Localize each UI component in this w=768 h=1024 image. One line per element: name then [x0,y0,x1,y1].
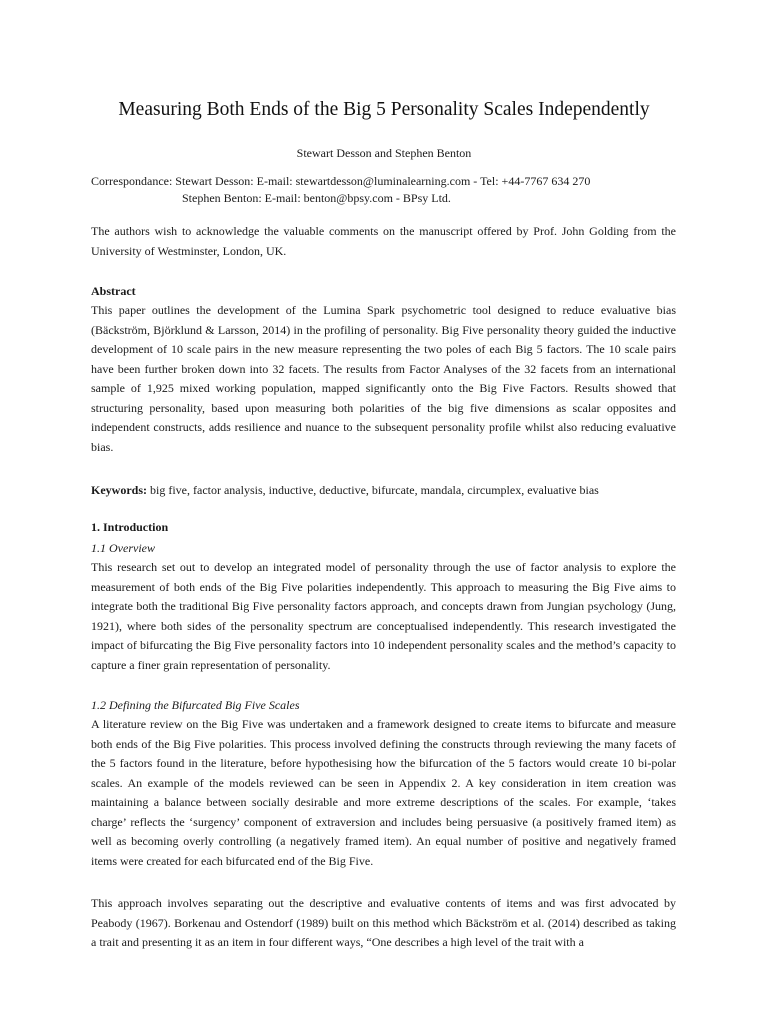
subsection-1-2-heading: 1.2 Defining the Bifurcated Big Five Scales [91,698,300,712]
author-names: Stewart Desson and Stephen Benton [296,146,472,160]
abstract-heading: Abstract [91,284,136,298]
acknowledgement-paragraph: The authors wish to acknowledge the valuable comments on the manuscript offered by Prof. John Golding from the University of Westminster, London, UK. [91,224,676,258]
correspondence-line-2: Stephen Benton: E-mail: benton@bpsy.com - BPsy Ltd. [182,190,451,205]
correspondence-block [91,173,691,206]
keywords-label: Keywords: [91,483,147,497]
abstract-text: This paper outlines the development of the Lumina Spark psychometric tool designed to reduce evaluative bias (Bäckström, Björklund & Larsson, 2014) in the profiling of personality. Big Five personality theory guided the inductive development of 10 scale pairs in the new measure representing the two poles of each Big 5 factors. The 10 scale pairs have been further broken down into 32 facets. The results from Factor Analyses of the 32 facets from an international sample of 1,925 mixed working population, mapped significantly onto the Big Five Factors. Results showed that structuring personality, based upon measuring both polarities of the big five dimensions as scalar opposites and independent constructs, adds resilience and nuance to the subsequent personality profile whilst also reducing evaluative bias. [91,303,676,454]
keywords-line [91,481,676,501]
subsection-1-1-heading: 1.1 Overview [91,541,155,555]
bifurcation-paragraph: A literature review on the Big Five was undertaken and a framework designed to create items to bifurcate and measure both ends of the Big Five polarities. This process involved defining the constructs through reviewing the many facets of the 5 factors found in the literature, before hypothesising how the bifurcation of the 5 factors would create 10 bi-polar scales. An example of the models reviewed can be seen in Appendix 2. A key consideration in item creation was maintaining a balance between socially desirable and more extreme descriptions of the scales. For example, ‘takes charge’ reflects the ‘surgency’ component of extraversion and includes being persuasive (a positively framed item) as well as becoming overly controlling (a negatively framed item). An equal number of positive and negatively framed items were created for each bifurcated end of the Big Five. [91,717,676,868]
approach-paragraph: This approach involves separating out the descriptive and evaluative contents of items and was first advocated by Peabody (1967). Borkenau and Ostendorf (1989) built on this method which Bäckström et al. (2014) described as taking a trait and presenting it as an item in four different ways, “One describes a high level of the trait with a [91,896,676,949]
paper-title: Measuring Both Ends of the Big 5 Personality Scales Independently [118,99,650,120]
overview-paragraph: This research set out to develop an integrated model of personality through the use of factor analysis to explore the measurement of both ends of the Big Five polarities independently. This approach to measuring the Big Five aims to integrate both the traditional Big Five personality factors approach, and concepts drawn from Jungian psychology (Jung, 1921), where both sides of the personality spectrum are conceptualised independently. This research investigated the impact of bifurcating the Big Five personality factors into 10 independent personality scales and the method’s capacity to capture a finer grain representation of personality. [91,560,676,672]
correspondence-line-1: Correspondance: Stewart Desson: E-mail: stewartdesson@luminalearning.com - Tel: +44-7767 634 270 [91,174,591,188]
keywords-text: big five, factor analysis, inductive, deductive, bifurcate, mandala, circumplex, evaluative bias [147,483,599,497]
section-1-heading: 1. Introduction [91,520,169,534]
